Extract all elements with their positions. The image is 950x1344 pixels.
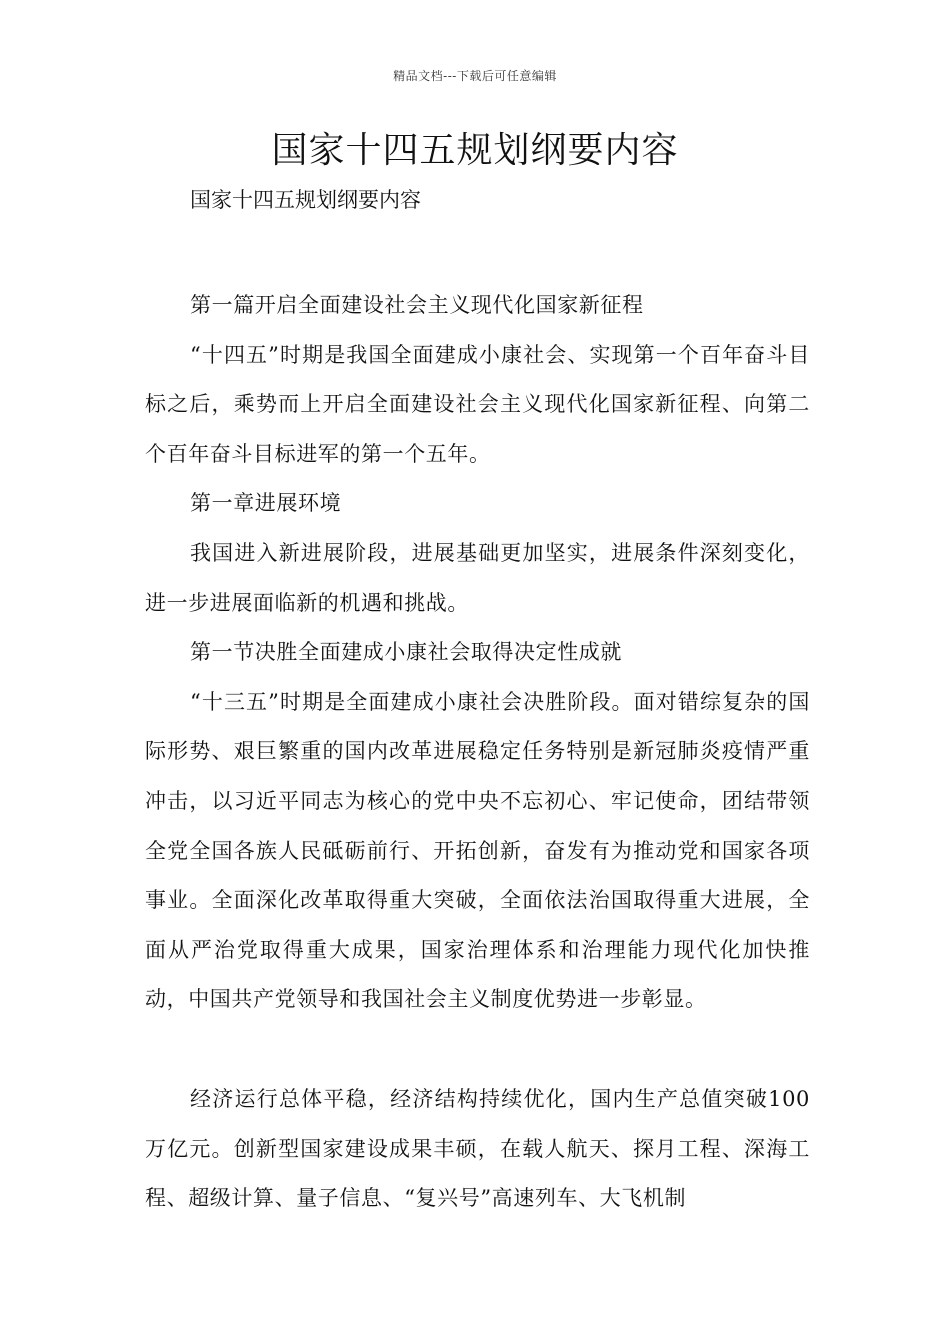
body-paragraph: 我国进入新进展阶段，进展基础更加坚实，进展条件深刻变化，进一步进展面临新的机遇和挑战。 [145, 540, 810, 615]
body-paragraph: “十三五”时期是全面建成小康社会决胜阶段。面对错综复杂的国际形势、艰巨繁重的国内改革进展稳定任务特别是新冠肺炎疫情严重冲击，以习近平同志为核心的党中央不忘初心、牢记使命，团结带领全党全国各族人民砥砺前行、开拓创新，奋发有为推动党和国家各项事业。全面深化改革取得重大突破，全面依法治国取得重大进展，全面从严治党取得重大成果，国家治理体系和治理能力现代化加快推动，中国共产党领导和我国社会主义制度优势进一步彰显。 [145, 689, 810, 1012]
document-title: 国家十四五规划纲要内容 [271, 130, 679, 171]
chapter-heading: 第一章进展环境 [190, 491, 342, 516]
header-note: 精品文档---下载后可任意编辑 [393, 69, 557, 83]
part-heading: 第一篇开启全面建设社会主义现代化国家新征程 [190, 293, 644, 317]
section-heading: 第一节决胜全面建成小康社会取得决定性成就 [190, 640, 622, 665]
body-paragraph: 经济运行总体平稳，经济结构持续优化，国内生产总值突破100万亿元。创新型国家建设成果丰硕，在载人航天、探月工程、深海工程、超级计算、量子信息、“复兴号”高速列车、大飞机制 [145, 1087, 810, 1211]
body-paragraph: “十四五”时期是我国全面建成小康社会、实现第一个百年奋斗目标之后，乘势而上开启全面建设社会主义现代化国家新征程、向第二个百年奋斗目标进军的第一个五年。 [145, 342, 810, 466]
body-section-part-one [145, 281, 810, 1025]
body-section-part-two [145, 1075, 810, 1224]
document-subtitle: 国家十四五规划纲要内容 [190, 188, 421, 212]
